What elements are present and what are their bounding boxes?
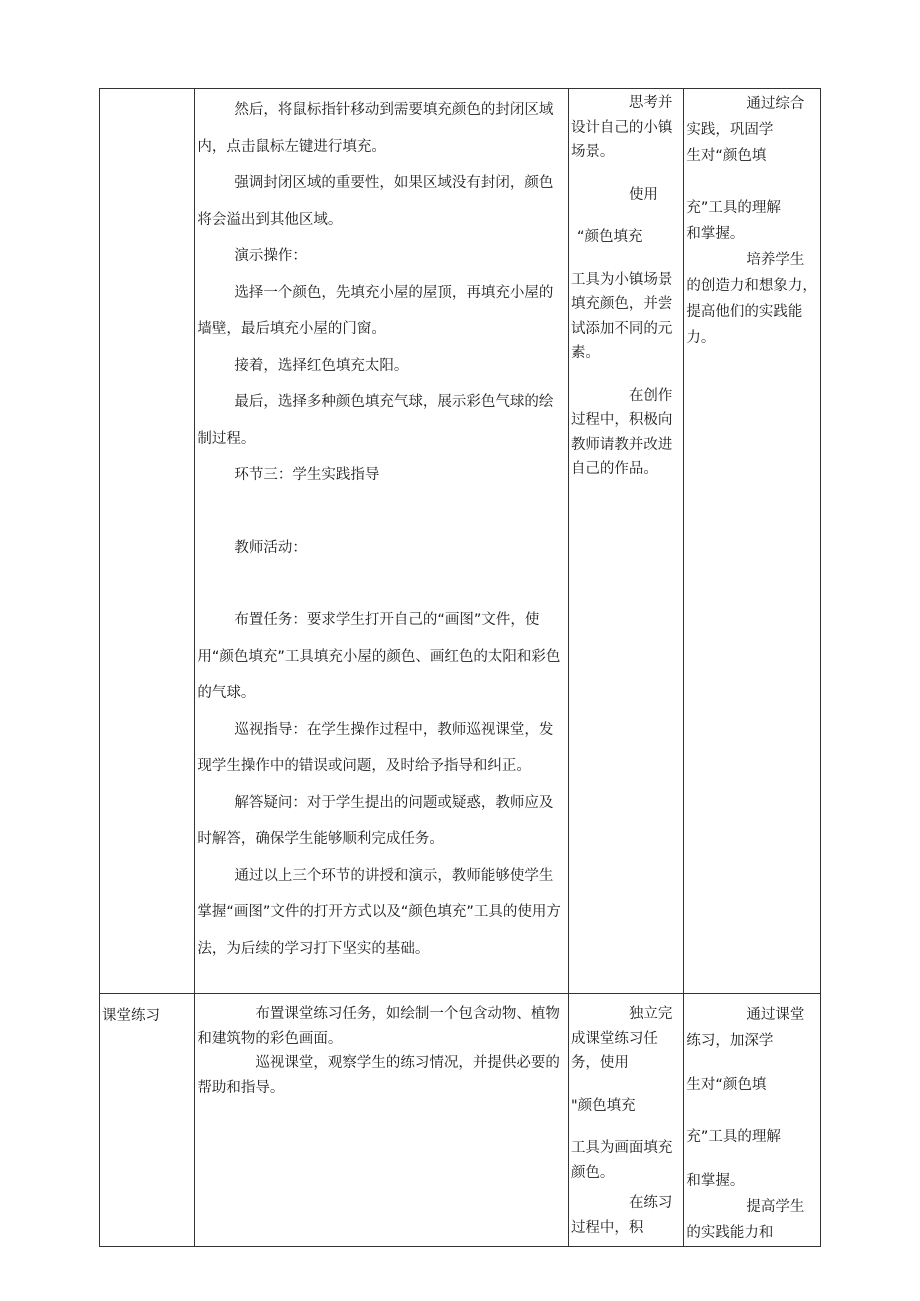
table-row — [100, 994, 821, 1247]
student-activity-cell — [568, 994, 683, 1247]
section-label — [100, 89, 194, 99]
teacher-paragraph: 最后，选择多种颜色填充气球，展示彩色气球的绘制过程。 — [197, 394, 554, 447]
teacher-paragraph: 接着，选择红色填充太阳。 — [234, 357, 409, 374]
table-row — [100, 89, 821, 994]
student-line: 思考并设计自己的小镇场景。 — [570, 95, 673, 160]
purpose-line: 提高学生的实践能力和 — [686, 1199, 805, 1241]
student-line: 使用 — [628, 186, 658, 203]
design-purpose-cell — [684, 89, 821, 994]
teacher-paragraph: 布置课堂练习任务，如绘制一个包含动物、植物和建筑物的彩色画面。 — [197, 1006, 560, 1047]
section-label-cell — [100, 994, 195, 1247]
purpose-line: 通过课堂练习，加深学 — [686, 1007, 805, 1049]
purpose-line: 生对“颜色填 — [686, 1077, 767, 1093]
teacher-activity-cell — [195, 89, 569, 994]
teacher-paragraph: 通过以上三个环节的讲授和演示，教师能够使学生掌握“画图”文件的打开方式以及“颜色填充”工具的使用方法，为后续的学习打下坚实的基础。 — [197, 867, 561, 957]
purpose-line: 充”工具的理解 — [686, 1129, 781, 1145]
student-line: 在创作过程中，积极向教师请教并改进自己的作品。 — [570, 387, 673, 477]
section-heading: 环节三：学生实践指导 — [234, 467, 380, 483]
student-line: 工具为画面填充颜色。 — [570, 1140, 673, 1181]
student-line: 在练习过程中，积 — [570, 1195, 673, 1236]
teacher-paragraph: 巡视课堂，观察学生的练习情况，并提供必要的帮助和指导。 — [197, 1055, 560, 1096]
lesson-plan-table — [99, 88, 821, 1247]
student-line: “颜色填充 — [576, 229, 643, 245]
student-activity-cell — [568, 89, 683, 994]
teacher-paragraph: 布置任务：要求学生打开自己的“画图”文件，使用“颜色填充”工具填充小屋的颜色、画红色的太阳和彩色的气球。 — [197, 612, 561, 701]
purpose-line: 通过综合实践，巩固学 — [686, 96, 805, 138]
section-label: 课堂练习 — [102, 1008, 160, 1024]
teacher-paragraph: 强调封闭区域的重要性，如果区域没有封闭，颜色将会溢出到其他区域。 — [197, 175, 554, 228]
teacher-paragraph: 选择一个颜色，先填充小屋的屋顶，再填充小屋的墙壁，最后填充小屋的门窗。 — [197, 284, 554, 337]
student-line: "颜色填充 — [570, 1097, 636, 1114]
student-line: 工具为小镇场景填充颜色，并尝试添加不同的元素。 — [570, 271, 673, 361]
purpose-line: 和掌握。 — [686, 226, 745, 242]
purpose-line: 充”工具的理解 — [686, 200, 781, 216]
student-line: 独立完成课堂练习任务，使用 — [570, 1006, 673, 1071]
purpose-line: 和掌握。 — [686, 1173, 745, 1189]
teacher-activity-cell — [195, 994, 569, 1247]
teacher-paragraph: 演示操作： — [234, 248, 307, 264]
section-heading: 教师活动： — [234, 539, 307, 556]
teacher-paragraph: 然后，将鼠标指针移动到需要填充颜色的封闭区域内，点击鼠标左键进行填充。 — [197, 102, 554, 155]
design-purpose-cell — [684, 994, 821, 1247]
purpose-line: 生对“颜色填 — [686, 148, 767, 164]
teacher-paragraph: 巡视指导：在学生操作过程中，教师巡视课堂，发现学生操作中的错误或问题，及时给予指导和纠正。 — [197, 721, 554, 774]
purpose-line: 培养学生的创造力和想象力，提高他们的实践能力。 — [686, 252, 817, 346]
teacher-paragraph: 解答疑问：对于学生提出的问题或疑惑，教师应及时解答，确保学生能够顺利完成任务。 — [197, 794, 554, 847]
section-label-cell — [100, 89, 195, 994]
